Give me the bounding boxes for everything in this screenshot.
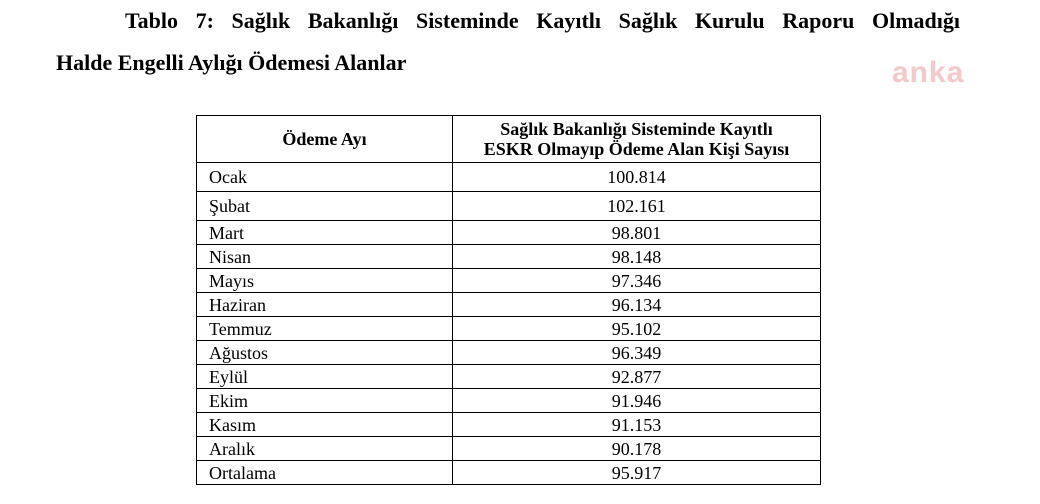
table-title-line1: Tablo 7: Sağlık Bakanlığı Sisteminde Kayıtlı Sağlık Kurulu Raporu Olmadığı	[125, 8, 960, 33]
table-row	[197, 293, 821, 317]
month-cell: Eylül	[197, 365, 453, 389]
table-row	[197, 269, 821, 293]
header-person-count-line1: Sağlık Bakanlığı Sisteminde Kayıtlı	[500, 119, 773, 139]
count-cell: 98.148	[453, 245, 821, 269]
count-cell: 95.102	[453, 317, 821, 341]
month-cell: Mayıs	[197, 269, 453, 293]
table-row	[197, 365, 821, 389]
header-person-count	[453, 116, 821, 163]
count-cell: 96.134	[453, 293, 821, 317]
table-row	[197, 413, 821, 437]
count-cell: 92.877	[453, 365, 821, 389]
table-title-line2: Halde Engelli Aylığı Ödemesi Alanlar	[56, 50, 407, 75]
count-cell: 102.161	[453, 192, 821, 221]
month-cell: Aralık	[197, 437, 453, 461]
month-cell: Ekim	[197, 389, 453, 413]
month-cell: Mart	[197, 221, 453, 245]
count-cell: 100.814	[453, 163, 821, 192]
header-payment-month: Ödeme Ayı	[197, 116, 453, 163]
payments-table	[196, 115, 821, 485]
table-row	[197, 317, 821, 341]
count-cell: 91.946	[453, 389, 821, 413]
month-cell: Haziran	[197, 293, 453, 317]
month-cell: Kasım	[197, 413, 453, 437]
table-row	[197, 437, 821, 461]
month-cell: Temmuz	[197, 317, 453, 341]
count-cell: 91.153	[453, 413, 821, 437]
month-cell: Şubat	[197, 192, 453, 221]
table-row	[197, 163, 821, 192]
table-row	[197, 221, 821, 245]
count-cell: 98.801	[453, 221, 821, 245]
table-row	[197, 341, 821, 365]
month-cell: Nisan	[197, 245, 453, 269]
table-row	[197, 245, 821, 269]
count-cell: 96.349	[453, 341, 821, 365]
anka-watermark-logo: anka	[892, 56, 965, 89]
table-row-average	[197, 461, 821, 485]
month-cell: Ortalama	[197, 461, 453, 485]
month-cell: Ocak	[197, 163, 453, 192]
table-row	[197, 192, 821, 221]
count-cell: 97.346	[453, 269, 821, 293]
count-cell: 90.178	[453, 437, 821, 461]
month-cell: Ağustos	[197, 341, 453, 365]
table-row	[197, 389, 821, 413]
header-person-count-line2: ESKR Olmayıp Ödeme Alan Kişi Sayısı	[483, 139, 790, 159]
count-cell: 95.917	[453, 461, 821, 485]
table-header-row	[197, 116, 821, 163]
